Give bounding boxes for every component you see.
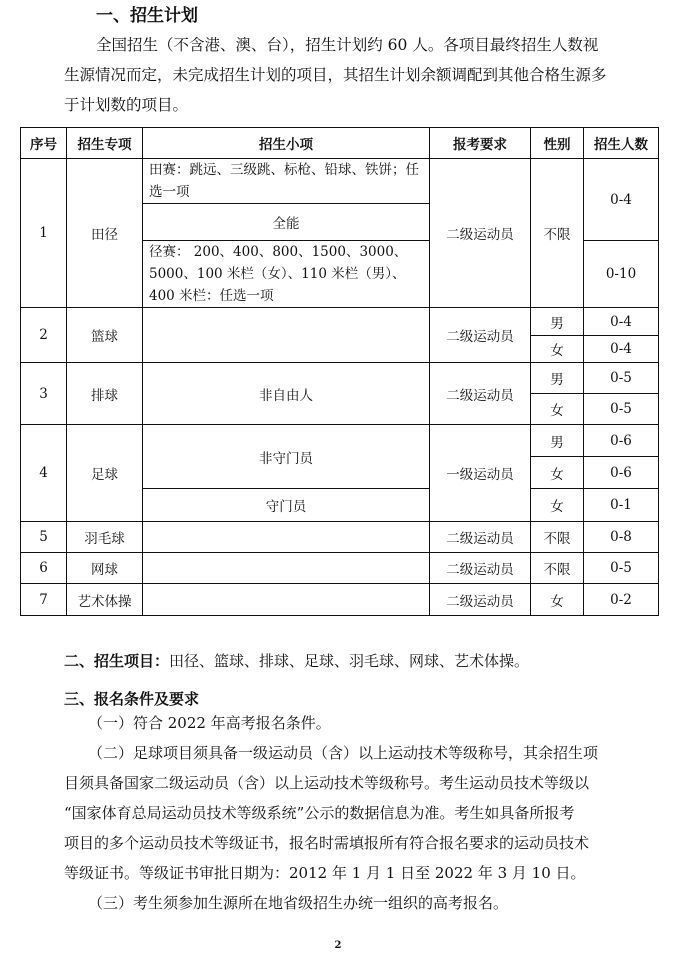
cell-gender: 女 [531,584,584,616]
cell-count: 0-4 [584,159,659,241]
cell-count: 0-6 [584,425,659,457]
cell-subitem: 非守门员 [143,425,430,489]
cell-count: 0-1 [584,489,659,522]
paragraph-line: 目须具备国家二级运动员（含）以上运动技术等级称号。考生运动员技术等级以 [64,774,590,792]
table-row [21,159,659,204]
paragraph-line: 项目的多个运动员技术等级证书，报名时需填报所有符合报名要求的运动员技术 [64,834,590,852]
cell-sport: 田径 [67,159,143,308]
cell-gender: 女 [531,394,584,425]
cell-requirement: 二级运动员 [430,584,531,616]
cell-subitem: 田赛：跳远、三级跳、标枪、铅球、铁饼；任选一项 [143,159,430,204]
cell-gender: 不限 [531,522,584,553]
section-3-body [64,708,639,918]
cell-sport: 排球 [67,363,143,425]
cell-no: 4 [21,425,67,522]
cell-no: 5 [21,522,67,553]
paragraph-line: “国家体育总局运动员技术等级系统”公示的数据信息为准。考生如具备所报考 [64,804,575,822]
cell-requirement: 二级运动员 [430,159,531,308]
cell-no: 7 [21,584,67,616]
paragraph-line: （三）考生须参加生源所在地省级招生办统一组织的高考报名。 [88,894,509,912]
cell-count: 0-4 [584,308,659,336]
cell-count: 0-5 [584,553,659,584]
cell-gender: 女 [531,489,584,522]
header-count: 招生人数 [584,128,659,159]
cell-requirement: 二级运动员 [430,308,531,363]
enrollment-plan-table [20,127,659,616]
table-row [21,553,659,584]
cell-requirement: 二级运动员 [430,553,531,584]
cell-subitem: 非自由人 [143,363,430,425]
cell-subitem: 全能 [143,204,430,241]
section-1-paragraph [64,30,634,120]
cell-sport: 艺术体操 [67,584,143,616]
cell-requirement: 一级运动员 [430,425,531,522]
cell-subitem [143,584,430,616]
cell-count: 0-5 [584,363,659,394]
cell-gender: 不限 [531,553,584,584]
header-requirement: 报考要求 [430,128,531,159]
cell-no: 6 [21,553,67,584]
cell-gender: 男 [531,425,584,457]
header-gender: 性别 [531,128,584,159]
cell-no: 2 [21,308,67,363]
header-sport: 招生专项 [67,128,143,159]
section-3-heading: 三、报名条件及要求 [64,690,200,708]
cell-gender: 不限 [531,159,584,308]
page-number: 2 [334,940,342,951]
cell-subitem [143,522,430,553]
table-row [21,308,659,336]
section-2-heading: 二、招生项目： [64,652,170,670]
cell-sport: 足球 [67,425,143,522]
table-row [21,425,659,457]
cell-subitem [143,553,430,584]
paragraph-line: 全国招生（不含港、澳、台），招生计划约 60 人。各项目最终招生人数视 [96,36,599,54]
cell-requirement: 二级运动员 [430,363,531,425]
cell-subitem: 径赛： 200、400、800、1500、3000、5000、100 米栏（女）、110 米栏（男）、400 米栏：任选一项 [143,241,430,308]
paragraph-line: 生源情况而定，未完成招生计划的项目，其招生计划余额调配到其他合格生源多 [64,66,607,84]
table-row [21,584,659,616]
table-header-row [21,128,659,159]
cell-gender: 男 [531,308,584,336]
paragraph-line: （二）足球项目须具备一级运动员（含）以上运动技术等级称号，其余招生项 [88,744,599,762]
section-2-text: 田径、篮球、排球、足球、羽毛球、网球、艺术体操。 [169,652,530,670]
cell-subitem [143,308,430,363]
cell-count: 0-5 [584,394,659,425]
cell-no: 1 [21,159,67,308]
cell-no: 3 [21,363,67,425]
table-row [21,363,659,394]
section-1-heading: 一、招生计划 [96,6,198,26]
section-2 [64,648,529,674]
cell-sport: 网球 [67,553,143,584]
table-row [21,522,659,553]
cell-gender: 女 [531,336,584,363]
header-subitem: 招生小项 [143,128,430,159]
header-no: 序号 [21,128,67,159]
cell-count: 0-8 [584,522,659,553]
cell-gender: 女 [531,457,584,489]
cell-count: 0-10 [584,241,659,308]
cell-gender: 男 [531,363,584,394]
cell-sport: 篮球 [67,308,143,363]
paragraph-line: （一）符合 2022 年高考报名条件。 [88,714,331,732]
paragraph-line: 于计划数的项目。 [64,96,189,114]
cell-sport: 羽毛球 [67,522,143,553]
cell-count: 0-6 [584,457,659,489]
cell-count: 0-4 [584,336,659,363]
cell-count: 0-2 [584,584,659,616]
cell-subitem: 守门员 [143,489,430,522]
cell-requirement: 二级运动员 [430,522,531,553]
paragraph-line: 等级证书。等级证书审批日期为：2012 年 1 月 1 日至 2022 年 3 月 10 日。 [64,864,586,882]
